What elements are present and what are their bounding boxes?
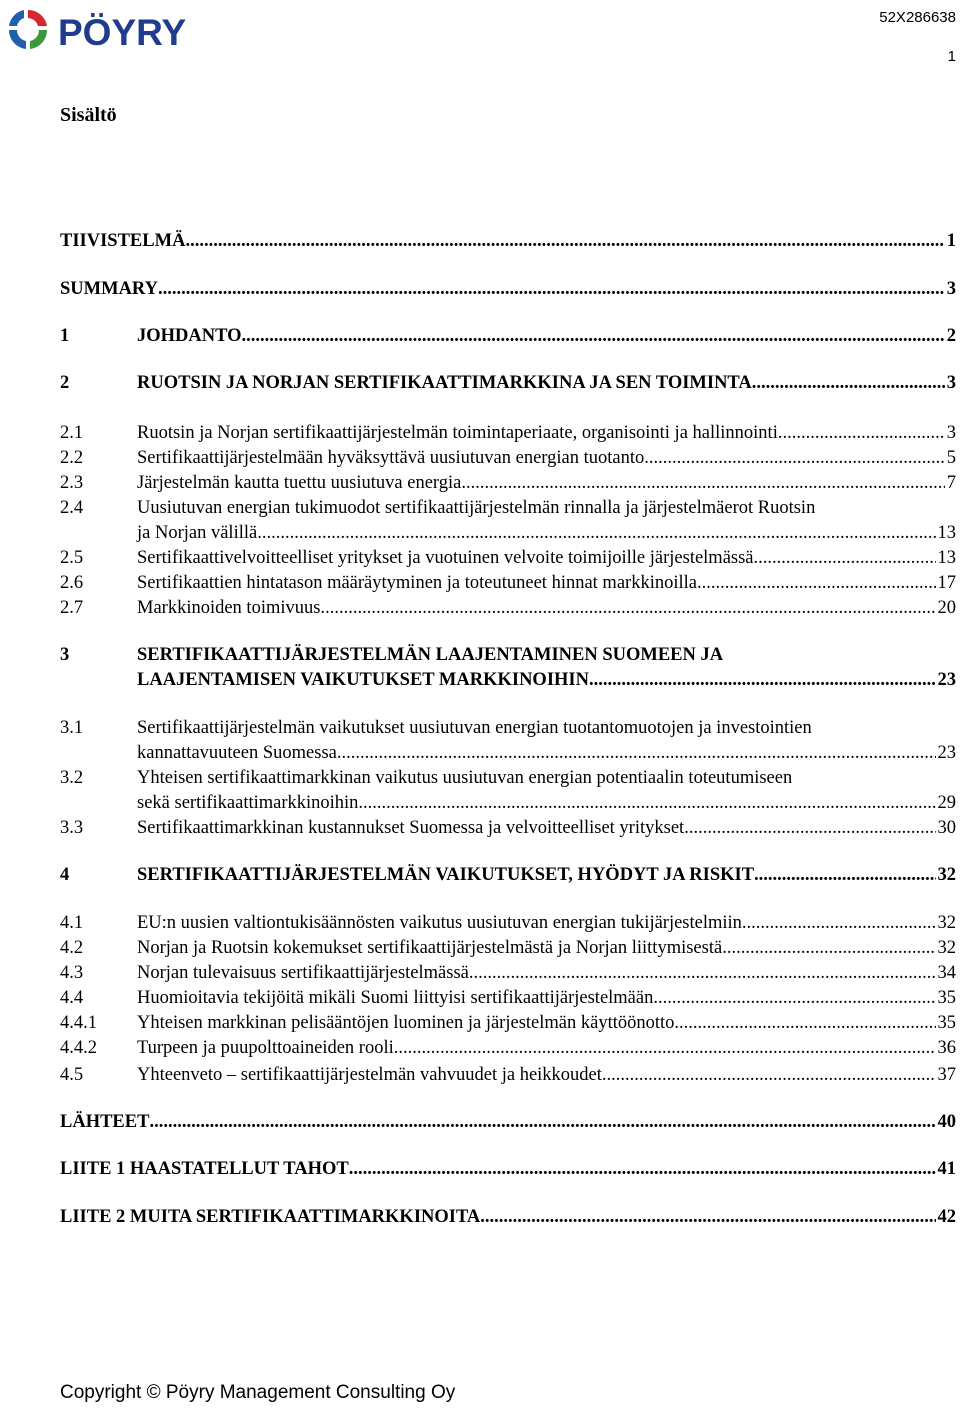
toc-entry-body xyxy=(137,546,956,571)
toc-entry-number: 4.4 xyxy=(60,988,84,1008)
toc-entry-title: Norjan tulevaisuus sertifikaattijärjestelmässä xyxy=(137,963,469,983)
toc-entry-line xyxy=(137,961,956,986)
toc-entry-body xyxy=(60,229,956,254)
toc-entry-line xyxy=(137,1063,956,1088)
toc-entry-line xyxy=(137,446,956,471)
toc-entry-body xyxy=(137,961,956,986)
toc-entry-page: 3 xyxy=(946,423,956,443)
toc-entry-line xyxy=(60,229,956,254)
toc-entry-title: Turpeen ja puupolttoaineiden rooli xyxy=(137,1038,394,1058)
toc-entry-title: Yhteisen markkinan pelisääntöjen luominen ja järjestelmän käyttöönotto xyxy=(137,1013,675,1033)
toc-entry-line xyxy=(137,816,956,841)
toc-entry-body xyxy=(137,421,956,446)
toc-entry-page: 23 xyxy=(937,743,956,763)
toc-entry-line xyxy=(137,741,956,766)
toc-entry-body xyxy=(137,1011,956,1036)
toc-entry[interactable] xyxy=(60,1157,956,1182)
toc-entry-body xyxy=(60,1110,956,1135)
toc-entry-line xyxy=(137,471,956,496)
dot-leader xyxy=(674,1011,935,1036)
toc-entry-number: 2.4 xyxy=(60,498,84,518)
toc-entry-page: 42 xyxy=(937,1207,956,1227)
toc-entry-body xyxy=(137,643,956,693)
dot-leader xyxy=(754,546,936,571)
toc-entry-number: 2.5 xyxy=(60,548,84,568)
toc-entry[interactable] xyxy=(60,936,956,961)
toc-entry-line xyxy=(137,546,956,571)
toc-entry[interactable] xyxy=(60,716,956,766)
toc-entry-line xyxy=(137,521,956,546)
toc-entry-line xyxy=(137,421,956,446)
toc-entry-line xyxy=(60,1110,956,1135)
toc-entry-body xyxy=(137,496,956,546)
toc-entry-line xyxy=(137,668,956,693)
dot-leader xyxy=(742,911,936,936)
toc-entry[interactable] xyxy=(60,324,956,349)
toc-entry-number: 2.1 xyxy=(60,423,84,443)
toc-entry-page: 23 xyxy=(937,670,956,690)
toc-entry-title: LIITE 1 HAASTATELLUT TAHOT xyxy=(60,1159,349,1179)
toc-entry-page: 34 xyxy=(937,963,956,983)
toc-entry[interactable] xyxy=(60,1205,956,1230)
toc-entry-title: Markkinoiden toimivuus xyxy=(137,598,321,618)
toc-entry-number: 4.2 xyxy=(60,938,84,958)
toc-entry[interactable] xyxy=(60,911,956,936)
toc-entry-line xyxy=(137,371,956,396)
toc-entry[interactable] xyxy=(60,816,956,841)
toc-entry-body xyxy=(137,986,956,1011)
dot-leader xyxy=(257,521,935,546)
toc-entry-number: 4 xyxy=(60,865,70,885)
toc-entry-body xyxy=(137,571,956,596)
toc-entry-page: 37 xyxy=(937,1065,956,1085)
toc-entry-title: Sertifikaattivelvoitteelliset yritykset ja vuotuinen velvoite toimijoille järjestelmässä xyxy=(137,548,754,568)
toc-entry-title: Sertifikaattien hintatason määräytyminen ja toteutuneet hinnat markkinoilla xyxy=(137,573,697,593)
toc-entry-line xyxy=(137,791,956,816)
toc-entry-title: ja Norjan välillä xyxy=(137,523,258,543)
copyright-footer: Copyright © Pöyry Management Consulting Oy xyxy=(60,1382,456,1403)
toc-entry[interactable] xyxy=(60,546,956,571)
toc-entry-number: 1 xyxy=(60,326,70,346)
toc-entry-page: 35 xyxy=(937,1013,956,1033)
dot-leader xyxy=(778,421,945,446)
toc-entry-line xyxy=(137,863,956,888)
dot-leader xyxy=(461,471,944,496)
toc-entry-line xyxy=(137,766,956,791)
toc-entry-body xyxy=(137,766,956,816)
toc-entry-line xyxy=(137,324,956,349)
toc-entry[interactable] xyxy=(60,421,956,446)
toc-entry-line xyxy=(137,936,956,961)
dot-leader xyxy=(320,596,935,621)
toc-entry-number: 3.1 xyxy=(60,718,84,738)
toc-entry-title: Sertifikaattijärjestelmään hyväksyttävä uusiutuvan energian tuotanto xyxy=(137,448,645,468)
dot-leader xyxy=(589,668,936,693)
toc-entry-number: 4.4.2 xyxy=(60,1038,97,1058)
toc-entry-number: 2.3 xyxy=(60,473,84,493)
toc-entry-line xyxy=(137,571,956,596)
toc-entry-line xyxy=(137,496,956,521)
toc-entry-body xyxy=(60,277,956,302)
toc-entry-line xyxy=(60,277,956,302)
dot-leader xyxy=(158,277,945,302)
toc-entry-page: 32 xyxy=(937,938,956,958)
toc-entry-title: TIIVISTELMÄ xyxy=(60,231,186,251)
logo-wordmark: PÖYRY xyxy=(58,12,187,53)
toc-entry-page: 3 xyxy=(946,373,956,393)
toc-entry-page: 2 xyxy=(946,326,956,346)
toc-entry-body xyxy=(137,446,956,471)
toc-entry-number: 4.5 xyxy=(60,1065,84,1085)
dot-leader xyxy=(684,816,935,841)
toc-entry-page: 20 xyxy=(937,598,956,618)
toc-entry-line xyxy=(137,911,956,936)
document-id: 52X286638 xyxy=(879,9,956,26)
toc-entry-page: 32 xyxy=(937,913,956,933)
toc-entry-number: 3 xyxy=(60,645,70,665)
dot-leader xyxy=(480,1205,935,1230)
dot-leader xyxy=(722,936,935,961)
toc-entry-line xyxy=(60,1157,956,1182)
dot-leader xyxy=(358,791,935,816)
dot-leader xyxy=(697,571,936,596)
toc-entry-title: Uusiutuvan energian tukimuodot sertifikaattijärjestelmän rinnalla ja järjestelmäerot Ruotsin xyxy=(137,498,816,518)
toc-entry-line xyxy=(137,1011,956,1036)
toc-entry-line xyxy=(137,1036,956,1061)
toc-entry-body xyxy=(137,911,956,936)
toc-entry-body xyxy=(137,936,956,961)
dot-leader xyxy=(752,371,945,396)
toc-entry-page: 17 xyxy=(937,573,956,593)
toc-entry[interactable] xyxy=(60,1063,956,1088)
toc-entry-page: 1 xyxy=(946,231,956,251)
dot-leader xyxy=(242,324,945,349)
toc-entry-title: Sertifikaattijärjestelmän vaikutukset uusiutuvan energian tuotantomuotojen ja investointien xyxy=(137,718,812,738)
toc-entry-page: 5 xyxy=(946,448,956,468)
toc-entry-body xyxy=(137,863,956,888)
toc-entry[interactable] xyxy=(60,446,956,471)
toc-entry-body xyxy=(137,716,956,766)
toc-entry-title: LÄHTEET xyxy=(60,1112,150,1132)
toc-entry-body xyxy=(137,371,956,396)
toc-entry-title: Järjestelmän kautta tuettu uusiutuva energia xyxy=(137,473,462,493)
toc-entry-title: kannattavuuteen Suomessa xyxy=(137,743,337,763)
toc-entry[interactable] xyxy=(60,471,956,496)
toc-entry-page: 36 xyxy=(937,1038,956,1058)
toc-entry[interactable] xyxy=(60,863,956,888)
dot-leader xyxy=(754,863,935,888)
toc-entry-page: 40 xyxy=(937,1112,956,1132)
toc-entry[interactable] xyxy=(60,229,956,254)
toc-entry-body xyxy=(137,596,956,621)
toc-entry-title: Yhteisen sertifikaattimarkkinan vaikutus uusiutuvan energian potentiaalin toteutumiseen xyxy=(137,768,793,788)
toc-entry-title: Huomioitavia tekijöitä mikäli Suomi liittyisi sertifikaattijärjestelmään xyxy=(137,988,654,1008)
toc-entry-title: LIITE 2 MUITA SERTIFIKAATTIMARKKINOITA xyxy=(60,1207,481,1227)
toc-entry-title: Ruotsin ja Norjan sertifikaattijärjestelmän toimintaperiaate, organisointi ja hallinnointi xyxy=(137,423,778,443)
toc-entry[interactable] xyxy=(60,986,956,1011)
toc-entry-page: 41 xyxy=(937,1159,956,1179)
toc-entry-number: 3.2 xyxy=(60,768,84,788)
toc-entry-page: 35 xyxy=(937,988,956,1008)
dot-leader xyxy=(337,741,936,766)
dot-leader xyxy=(394,1036,936,1061)
toc-entry-body xyxy=(137,471,956,496)
toc-entry-title: LAAJENTAMISEN VAIKUTUKSET MARKKINOIHIN xyxy=(137,670,589,690)
dot-leader xyxy=(653,986,935,1011)
toc-entry-page: 3 xyxy=(946,279,956,299)
toc-entry-page: 29 xyxy=(937,793,956,813)
toc-entry[interactable] xyxy=(60,496,956,546)
toc-entry-body xyxy=(137,324,956,349)
toc-entry[interactable] xyxy=(60,1036,956,1061)
swirl-icon xyxy=(9,10,47,49)
toc-entry[interactable] xyxy=(60,371,956,396)
toc-entry[interactable] xyxy=(60,277,956,302)
toc-entry-number: 3.3 xyxy=(60,818,84,838)
toc-entry-body xyxy=(137,1063,956,1088)
toc-entry-number: 2 xyxy=(60,373,70,393)
toc-entry-title: SERTIFIKAATTIJÄRJESTELMÄN VAIKUTUKSET, HYÖDYT JA RISKIT xyxy=(137,865,755,885)
table-of-contents xyxy=(60,0,956,1300)
toc-entry[interactable] xyxy=(60,766,956,816)
toc-entry-line xyxy=(137,986,956,1011)
dot-leader xyxy=(602,1063,936,1088)
dot-leader xyxy=(469,961,936,986)
toc-entry-title: JOHDANTO xyxy=(137,326,242,346)
toc-entry-title: SERTIFIKAATTIJÄRJESTELMÄN LAAJENTAMINEN SUOMEEN JA xyxy=(137,645,724,665)
toc-entry[interactable] xyxy=(60,961,956,986)
toc-entry-page: 7 xyxy=(946,473,956,493)
toc-entry-line xyxy=(137,596,956,621)
toc-entry-number: 2.6 xyxy=(60,573,84,593)
toc-entry-page: 32 xyxy=(937,865,956,885)
toc-entry-body xyxy=(60,1157,956,1182)
page-number: 1 xyxy=(947,48,956,65)
toc-entry-title: sekä sertifikaattimarkkinoihin xyxy=(137,793,359,813)
toc-entry-title: SUMMARY xyxy=(60,279,159,299)
toc-entry[interactable] xyxy=(60,571,956,596)
toc-entry-line xyxy=(137,716,956,741)
toc-entry-page: 30 xyxy=(937,818,956,838)
toc-entry-body xyxy=(137,1036,956,1061)
toc-entry-number: 2.7 xyxy=(60,598,84,618)
toc-entry-number: 4.4.1 xyxy=(60,1013,97,1033)
toc-entry[interactable] xyxy=(60,1110,956,1135)
dot-leader xyxy=(149,1110,935,1135)
toc-entry-number: 4.3 xyxy=(60,963,84,983)
toc-title: Sisältö xyxy=(60,104,117,126)
toc-entry-title: Yhteenveto – sertifikaattijärjestelmän vahvuudet ja heikkoudet xyxy=(137,1065,602,1085)
toc-entry-number: 2.2 xyxy=(60,448,84,468)
dot-leader xyxy=(349,1157,936,1182)
toc-entry-line xyxy=(60,1205,956,1230)
toc-entry-title: RUOTSIN JA NORJAN SERTIFIKAATTIMARKKINA JA SEN TOIMINTA xyxy=(137,373,752,393)
toc-entry[interactable] xyxy=(60,1011,956,1036)
toc-entry-page: 13 xyxy=(937,523,956,543)
toc-entry-body xyxy=(60,1205,956,1230)
toc-entry-body xyxy=(137,816,956,841)
toc-entry[interactable] xyxy=(60,643,956,693)
toc-entry-number: 4.1 xyxy=(60,913,84,933)
toc-entry-title: EU:n uusien valtiontukisäännösten vaikutus uusiutuvan energian tukijärjestelmiin xyxy=(137,913,742,933)
toc-entry-title: Sertifikaattimarkkinan kustannukset Suomessa ja velvoitteelliset yritykset xyxy=(137,818,685,838)
toc-entry-title: Norjan ja Ruotsin kokemukset sertifikaattijärjestelmästä ja Norjan liittymisestä xyxy=(137,938,723,958)
dot-leader xyxy=(644,446,945,471)
dot-leader xyxy=(185,229,944,254)
toc-entry-line xyxy=(137,643,956,668)
toc-entry-page: 13 xyxy=(937,548,956,568)
toc-entry[interactable] xyxy=(60,596,956,621)
